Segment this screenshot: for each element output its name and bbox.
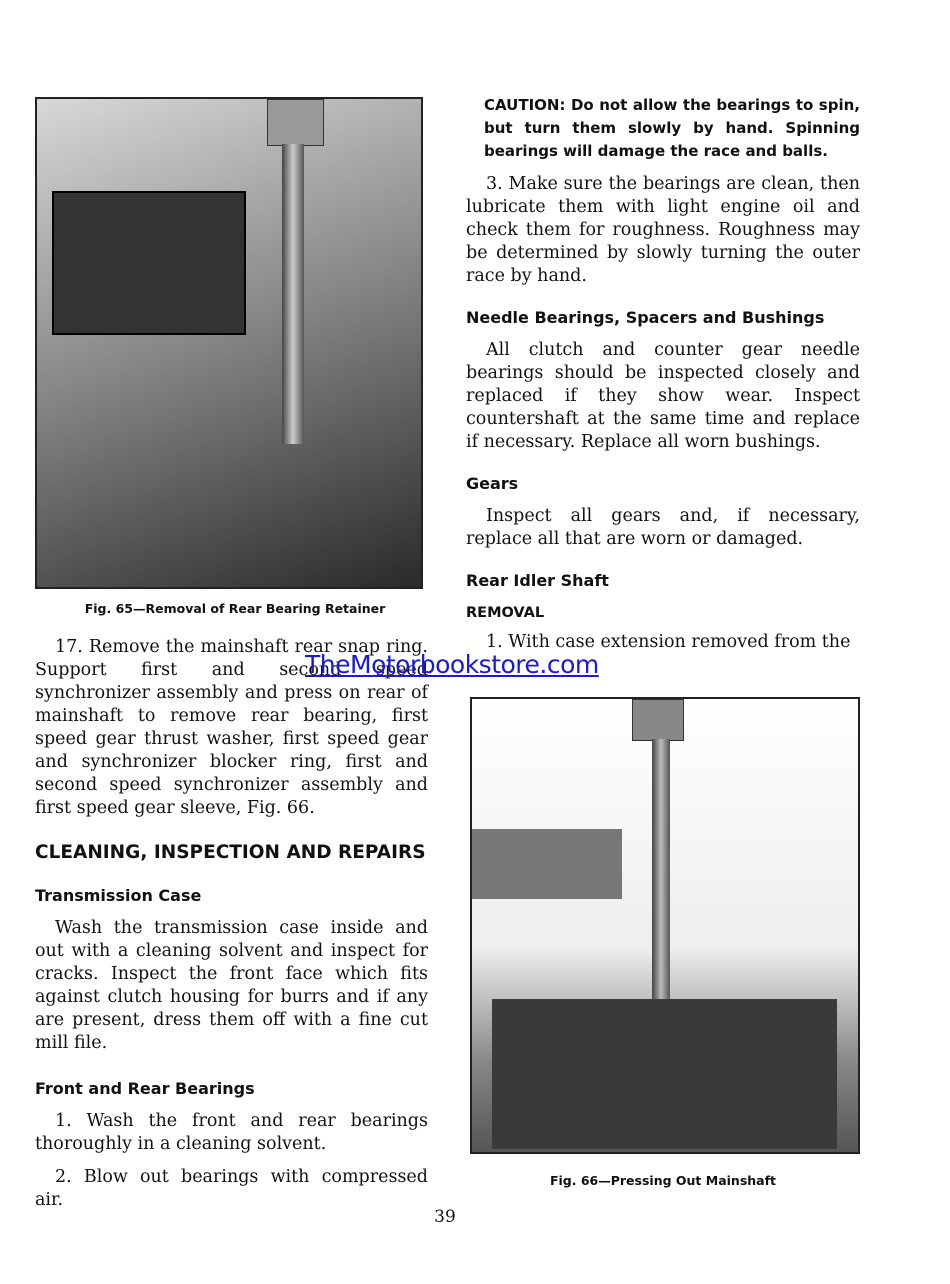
bearings-step-1: 1. Wash the front and rear bearings thoroughly in a cleaning solvent. [35, 1111, 428, 1154]
gears-text: Inspect all gears and, if necessary, replace all that are worn or damaged. [466, 506, 860, 549]
right-column [466, 94, 860, 664]
removal-step-1: 1. With case extension removed from the [486, 632, 851, 652]
watermark-link[interactable]: TheMotorbookstore.com [305, 650, 599, 679]
caution-note: CAUTION: Do not allow the bearings to spin, but turn them slowly by hand. Spinning bearings will damage the race and balls. [484, 96, 860, 160]
fig-66-photo [470, 697, 860, 1154]
left-column [35, 636, 428, 1222]
needle-bearings-heading: Needle Bearings, Spacers and Bushings [466, 308, 825, 327]
needle-bearings-text: All clutch and counter gear needle bearings should be inspected closely and replaced if they show wear. Inspect countershaft at the same time and replace if necessary. Replace all worn bushings. [466, 340, 860, 452]
removal-heading: REMOVAL [466, 605, 545, 621]
section-heading: CLEANING, INSPECTION AND REPAIRS [35, 842, 426, 863]
fig-65-photo [35, 97, 423, 589]
rear-idler-shaft-heading: Rear Idler Shaft [466, 571, 609, 590]
fig-65-caption: Fig. 65—Removal of Rear Bearing Retainer [84, 601, 386, 616]
page-number: 39 [434, 1207, 456, 1227]
fig-66-caption: Fig. 66—Pressing Out Mainshaft [549, 1173, 777, 1188]
bearings-step-2: 2. Blow out bearings with compressed air. [35, 1167, 428, 1210]
bearings-heading: Front and Rear Bearings [35, 1079, 255, 1098]
transmission-case-heading: Transmission Case [35, 886, 202, 905]
bearings-step-3: 3. Make sure the bearings are clean, then lubricate them with light engine oil and check them for roughness. Roughness may be determined by slowly turning the outer race by hand. [466, 174, 860, 286]
step-17: 17. Remove the mainshaft rear snap ring. Support first and second speed synchronizer assembly and press on rear of mainshaft to remove rear bearing, first speed gear thrust washer, first speed gear and synchronizer blocker ring, first and second speed synchronizer assembly and first speed gear sleeve, Fig. 66. [35, 637, 428, 818]
transmission-case-text: Wash the transmission case inside and out with a cleaning solvent and inspect for cracks. Inspect the front face which fits against clutch housing for burrs and if any are present, dress them off with a fine cut mill file. [35, 918, 428, 1053]
gears-heading: Gears [466, 474, 519, 493]
